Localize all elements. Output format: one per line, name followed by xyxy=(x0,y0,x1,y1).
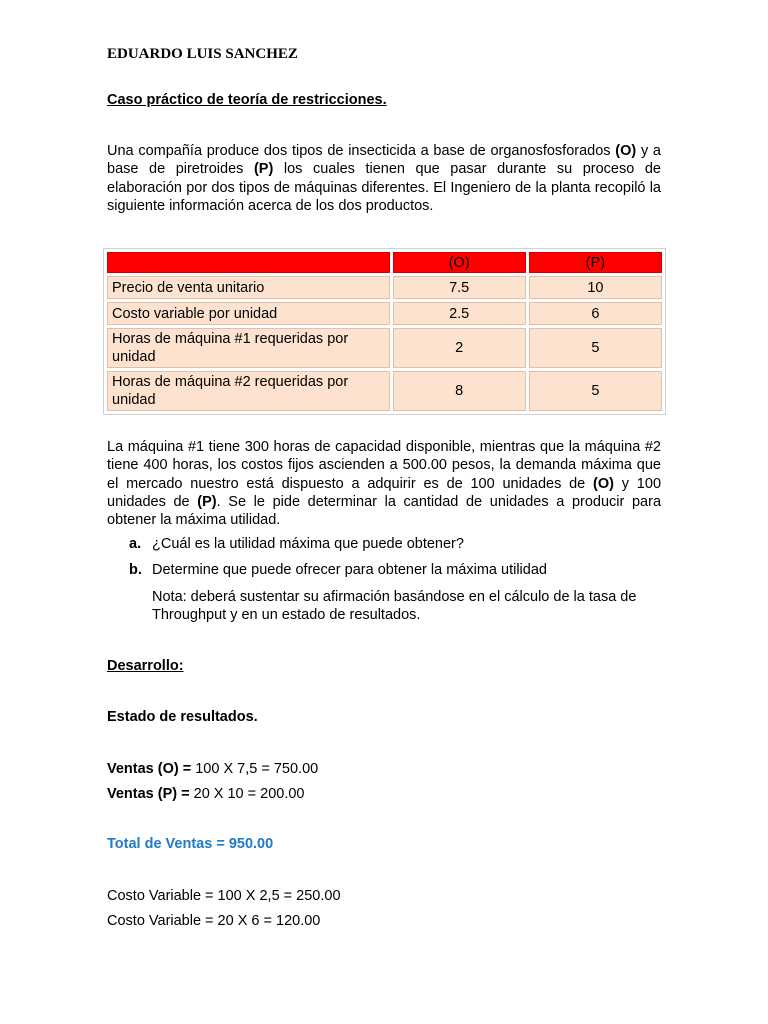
row-value-o: 7.5 xyxy=(393,276,526,299)
variable-cost-line: Costo Variable = 20 X 6 = 120.00 xyxy=(107,913,321,929)
intro-o-label: (O) xyxy=(615,143,637,159)
para2-text-1: La máquina #1 tiene 300 horas de capacidad disponible, mientras que la máquina #2 tiene 400 horas, los costos fijos ascienden a 500.00 pesos, la demanda máxima que el mercado nuestro está dispuesto a adquirir es de 100 unidades de xyxy=(107,439,661,492)
sales-line-o xyxy=(107,761,318,777)
variable-cost-line: Costo Variable = 100 X 2,5 = 250.00 xyxy=(107,888,341,904)
question-text: ¿Cuál es la utilidad máxima que puede obtener? xyxy=(152,536,464,552)
question-marker: a. xyxy=(129,536,142,552)
product-data-table xyxy=(103,248,666,415)
row-value-p: 6 xyxy=(529,302,662,325)
intro-text-3: los cuales tienen que pasar durante su proceso de elaboración por dos tipos de máquinas diferentes. El Ingeniero de la planta recopiló la siguiente información acerca de los dos productos. xyxy=(107,161,662,214)
para2-text-2: y 100 unidades de xyxy=(107,475,662,510)
row-value-p: 5 xyxy=(529,371,662,411)
capacity-paragraph xyxy=(107,438,661,529)
table-header-o: (O) xyxy=(393,252,526,273)
row-label: Costo variable por unidad xyxy=(107,302,390,325)
sales-label-p: Ventas (P) = xyxy=(107,786,190,802)
para2-text-3: . Se le pide determinar la cantidad de unidades a producir para obtener la máxima utilidad. xyxy=(107,493,662,529)
table-row xyxy=(107,276,662,299)
para2-o-label: (O) xyxy=(593,475,614,492)
row-value-p: 10 xyxy=(529,276,662,299)
table-row xyxy=(107,328,662,368)
row-label: Precio de venta unitario xyxy=(107,276,390,299)
intro-text-2: y a base de piretroides xyxy=(107,143,661,178)
para2-p-label: (P) xyxy=(197,493,217,510)
table-header-blank xyxy=(107,252,390,273)
development-heading: Desarrollo: xyxy=(107,658,184,674)
sales-calc-o: 100 X 7,5 = 750.00 xyxy=(191,761,319,777)
sales-line-p xyxy=(107,786,305,802)
total-sales: Total de Ventas = 950.00 xyxy=(107,836,274,852)
case-title: Caso práctico de teoría de restricciones. xyxy=(107,92,387,108)
row-value-o: 2 xyxy=(393,328,526,368)
note-text: Nota: deberá sustentar su afirmación basándose en el cálculo de la tasa de Throughput y en un estado de resultados. xyxy=(152,589,637,624)
row-value-o: 8 xyxy=(393,371,526,411)
table-row xyxy=(107,371,662,411)
row-label: Horas de máquina #2 requeridas por unidad xyxy=(107,371,390,411)
intro-text-1: Una compañía produce dos tipos de insecticida a base de organosfosforados xyxy=(107,143,616,159)
row-value-o: 2.5 xyxy=(393,302,526,325)
question-marker: b. xyxy=(129,562,142,578)
table-header-row xyxy=(107,252,662,273)
author-name: EDUARDO LUIS SANCHEZ xyxy=(107,46,298,62)
table-row xyxy=(107,302,662,325)
row-value-p: 5 xyxy=(529,328,662,368)
table-header-p: (P) xyxy=(529,252,662,273)
question-text: Determine que puede ofrecer para obtener la máxima utilidad xyxy=(152,562,547,578)
sales-calc-p: 20 X 10 = 200.00 xyxy=(189,786,305,802)
intro-paragraph xyxy=(107,142,661,215)
sales-label-o: Ventas (O) = xyxy=(107,761,192,777)
statement-heading: Estado de resultados. xyxy=(107,709,258,725)
row-label: Horas de máquina #1 requeridas por unidad xyxy=(107,328,390,368)
intro-p-label: (P) xyxy=(253,161,274,178)
